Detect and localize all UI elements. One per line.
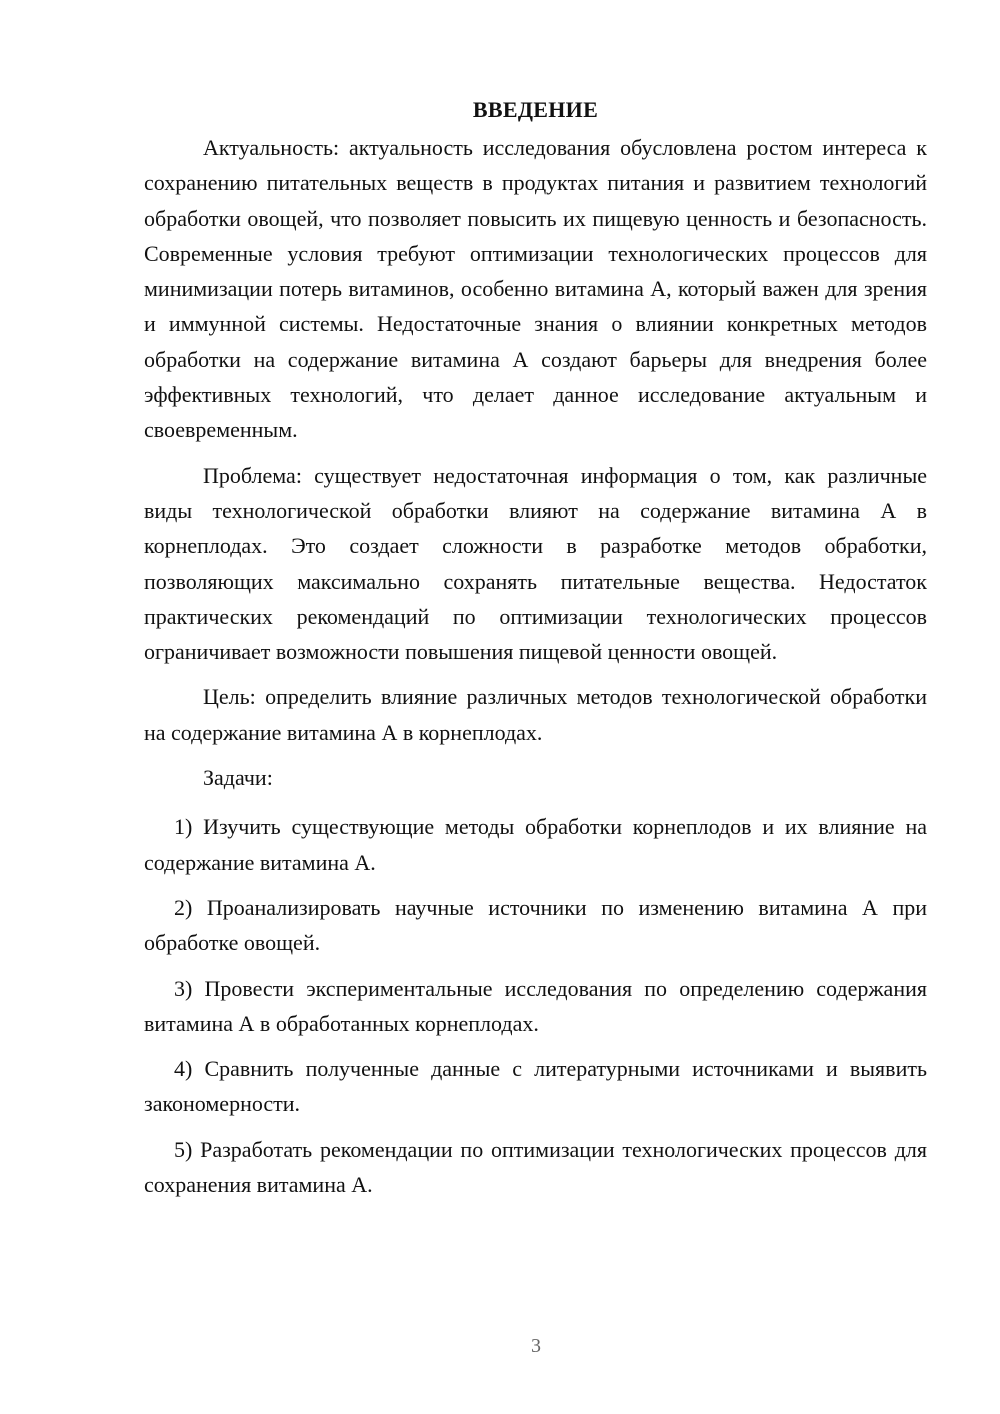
paragraph-goal: Цель: определить влияние различных методов технологической обработки на содержание витамина А в корнеплодах.	[144, 684, 927, 745]
tasks-heading: Задачи:	[203, 765, 273, 791]
task-item-3: 3) Провести экспериментальные исследования по определению содержания витамина А в обработанных корнеплодах.	[144, 975, 927, 1036]
task-item-2: 2) Проанализировать научные источники по изменению витамина А при обработке овощей.	[144, 894, 927, 956]
paragraph-relevance: Актуальность: актуальность исследования обусловлена ростом интереса к сохранению питательных веществ в продуктах питания и развитием технологий обработки овощей, что позволяет повысить их пищевую ценность и безопасность. Современные условия требуют оптимизации технологических процессов для минимизации потерь витаминов, особенно витамина А, который важен для зрения и иммунной системы. Недостаточные знания о влиянии конкретных методов обработки на содержание витамина А создают барьеры для внедрения более эффективных технологий, что делает данное исследование актуальным и своевременным.	[144, 135, 927, 443]
paragraph-problem: Проблема: существует недостаточная информация о том, как различные виды технологической обработки влияют на содержание витамина А в корнеплодах. Это создает сложности в разработке методов обработки, позволяющих максимально сохранять питательные вещества. Недостаток практических рекомендаций по оптимизации технологических процессов ограничивает возможности повышения пищевой ценности овощей.	[144, 462, 927, 665]
section-title: ВВЕДЕНИЕ	[472, 97, 599, 122]
task-item-4: 4) Сравнить полученные данные с литературными источниками и выявить закономерности.	[144, 1056, 927, 1117]
task-item-1: 1) Изучить существующие методы обработки корнеплодов и их влияние на содержание витамина А.	[144, 814, 927, 875]
task-item-5: 5) Разработать рекомендации по оптимизации технологических процессов для сохранения витамина А.	[144, 1136, 927, 1198]
page-number: 3	[531, 1335, 541, 1357]
page-content	[144, 94, 927, 1212]
